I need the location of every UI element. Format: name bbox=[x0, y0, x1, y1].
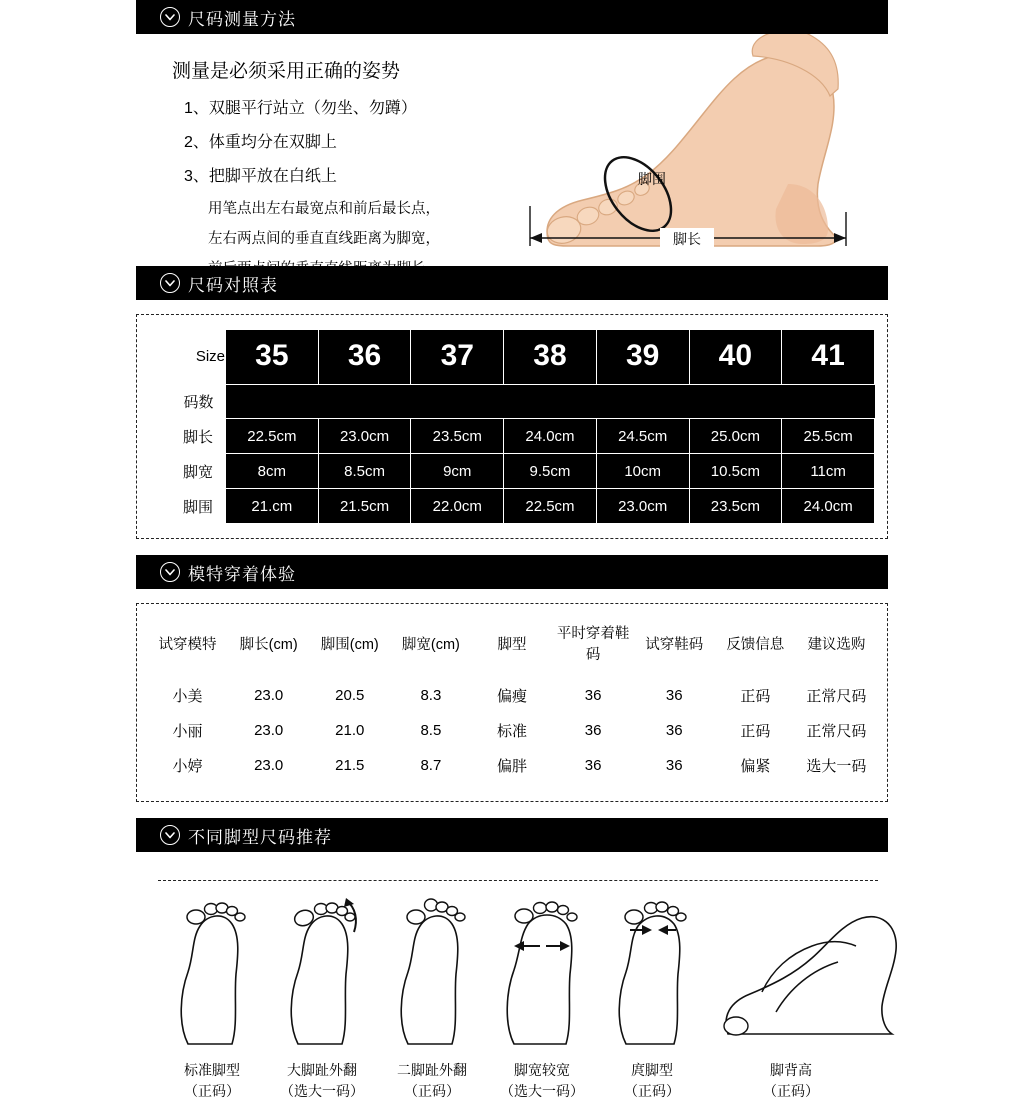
cell: 正常尺码 bbox=[806, 723, 867, 740]
measure-note: 左右两点间的垂直直线距离为脚宽， bbox=[208, 231, 440, 247]
section-header-models bbox=[136, 555, 888, 589]
measure-note: 用笔点出左右最宽点和前后最长点， bbox=[208, 201, 440, 217]
model-experience-table bbox=[147, 618, 877, 783]
section-header-measure bbox=[136, 0, 888, 34]
size-cell: 37 bbox=[411, 330, 504, 385]
foot-length-cell: 23.5cm bbox=[411, 419, 504, 454]
row-label: 脚宽 bbox=[149, 454, 226, 489]
foot-type-item bbox=[606, 884, 698, 1102]
foot-width-cell: 10cm bbox=[596, 454, 689, 489]
foot-width-cell: 8.5cm bbox=[318, 454, 411, 489]
section-header-foot-types bbox=[136, 818, 888, 852]
foot-width-cell: 9cm bbox=[411, 454, 504, 489]
cell: 正常尺码 bbox=[806, 688, 867, 705]
cell: 21.0 bbox=[335, 722, 365, 739]
measure-heading: 测量是必须采用正确的姿势 bbox=[172, 61, 401, 82]
foot-type-advice: （正码） bbox=[763, 1083, 819, 1099]
foot-type-advice: （正码） bbox=[624, 1083, 680, 1099]
column-header: 反馈信息 bbox=[726, 636, 785, 653]
foot-type-item bbox=[386, 884, 478, 1102]
section-title: 尺码对照表 bbox=[188, 275, 278, 295]
chevron-down-icon bbox=[160, 825, 180, 845]
foot-girth-cell: 22.5cm bbox=[504, 489, 597, 524]
length-label: 脚长 bbox=[673, 231, 701, 247]
cell: 偏瘦 bbox=[496, 688, 527, 705]
measure-step: 3、把脚平放在白纸上 bbox=[184, 168, 337, 185]
cell: 36 bbox=[665, 722, 683, 739]
foot-length-cell: 25.5cm bbox=[782, 419, 875, 454]
foot-width-cell: 9.5cm bbox=[504, 454, 597, 489]
foot-girth-cell: 21.cm bbox=[226, 489, 319, 524]
foot-length-cell: 25.0cm bbox=[689, 419, 782, 454]
foot-length-cell: 24.5cm bbox=[596, 419, 689, 454]
big-toe-valgus-foot-icon bbox=[276, 884, 368, 1054]
cell: 36 bbox=[584, 722, 602, 739]
table-row bbox=[149, 454, 875, 489]
foot-girth-cell: 22.0cm bbox=[411, 489, 504, 524]
table-header-row bbox=[147, 618, 877, 678]
cell: 选大一码 bbox=[806, 758, 867, 775]
cell: 正码 bbox=[740, 688, 771, 705]
chevron-down-icon bbox=[160, 7, 180, 27]
cell: 23.0 bbox=[254, 687, 284, 704]
cell: 8.3 bbox=[420, 687, 442, 704]
cell: 36 bbox=[584, 687, 602, 704]
cell: 8.5 bbox=[420, 722, 442, 739]
foot-length-cell: 22.5cm bbox=[226, 419, 319, 454]
size-cell: 39 bbox=[596, 330, 689, 385]
high-instep-foot-icon bbox=[716, 884, 916, 1054]
column-header: 建议选购 bbox=[807, 636, 866, 653]
second-toe-valgus-foot-icon bbox=[386, 884, 478, 1054]
table-row bbox=[149, 385, 875, 419]
table-row bbox=[147, 748, 877, 783]
cell: 23.0 bbox=[254, 722, 284, 739]
foot-length-cell: 23.0cm bbox=[318, 419, 411, 454]
girth-label: 脚围 bbox=[638, 171, 666, 187]
foot-type-item bbox=[276, 884, 368, 1102]
foot-width-cell: 10.5cm bbox=[689, 454, 782, 489]
cell: 标准 bbox=[496, 723, 527, 740]
cell: 8.7 bbox=[420, 757, 442, 774]
size-cell: 41 bbox=[782, 330, 875, 385]
row-label: 脚围 bbox=[149, 489, 226, 524]
cell: 小婷 bbox=[172, 758, 203, 775]
model-experience-container bbox=[136, 603, 888, 802]
measure-text-block bbox=[168, 56, 538, 287]
row-label: 码数 bbox=[149, 385, 226, 419]
table-row bbox=[149, 489, 875, 524]
cell: 23.0 bbox=[254, 757, 284, 774]
size-cell: 36 bbox=[318, 330, 411, 385]
splayed-foot-icon bbox=[606, 884, 698, 1054]
cell: 20.5 bbox=[335, 687, 365, 704]
column-header: 试穿鞋码 bbox=[645, 636, 704, 653]
size-chart-container bbox=[136, 314, 888, 539]
foot-girth-cell: 24.0cm bbox=[782, 489, 875, 524]
cell: 36 bbox=[584, 757, 602, 774]
column-header: 平时穿着鞋码 bbox=[556, 626, 630, 663]
cell: 小丽 bbox=[172, 723, 203, 740]
foot-girth-cell: 23.0cm bbox=[596, 489, 689, 524]
section-title: 模特穿着体验 bbox=[188, 564, 296, 584]
size-cell: 35 bbox=[226, 330, 319, 385]
foot-girth-cell: 23.5cm bbox=[689, 489, 782, 524]
foot-type-name: 庹脚型 bbox=[631, 1062, 673, 1078]
foot-length-cell: 24.0cm bbox=[504, 419, 597, 454]
row-label: Size bbox=[149, 330, 226, 385]
foot-type-name: 脚背高 bbox=[770, 1062, 812, 1078]
foot-type-advice: （选大一码） bbox=[280, 1083, 364, 1099]
column-header: 脚长(cm) bbox=[239, 636, 298, 653]
foot-type-item bbox=[716, 884, 866, 1102]
table-row bbox=[147, 713, 877, 748]
table-row bbox=[149, 419, 875, 454]
foot-type-recommendations bbox=[136, 862, 888, 1112]
standard-foot-icon bbox=[166, 884, 258, 1054]
cell: 偏紧 bbox=[740, 758, 771, 775]
size-cell: 40 bbox=[689, 330, 782, 385]
row-label: 脚长 bbox=[149, 419, 226, 454]
foot-type-advice: （正码） bbox=[184, 1083, 240, 1099]
cell: 21.5 bbox=[335, 757, 365, 774]
size-chart-table bbox=[149, 329, 875, 524]
table-row bbox=[149, 330, 875, 385]
cell: 正码 bbox=[740, 723, 771, 740]
cell: 偏胖 bbox=[496, 758, 527, 775]
foot-type-item bbox=[496, 884, 588, 1102]
foot-width-cell: 11cm bbox=[782, 454, 875, 489]
column-header: 脚型 bbox=[497, 636, 527, 653]
table-row bbox=[147, 678, 877, 713]
size-cell: 38 bbox=[504, 330, 597, 385]
measure-step: 1、双腿平行站立（勿坐、勿蹲） bbox=[184, 100, 417, 117]
section-title: 不同脚型尺码推荐 bbox=[188, 827, 332, 847]
measure-note: 前后两点间的垂直直线距离为脚长。 bbox=[208, 261, 440, 277]
column-header: 脚宽(cm) bbox=[401, 636, 460, 653]
foot-type-advice: （选大一码） bbox=[500, 1083, 584, 1099]
foot-type-name: 二脚趾外翻 bbox=[397, 1062, 467, 1078]
measure-instructions bbox=[136, 34, 888, 277]
column-header: 脚围(cm) bbox=[320, 636, 379, 653]
cell: 小美 bbox=[172, 688, 203, 705]
foot-measurement-diagram bbox=[488, 34, 888, 266]
column-header: 试穿模特 bbox=[158, 636, 217, 653]
chevron-down-icon bbox=[160, 562, 180, 582]
foot-type-advice: （正码） bbox=[404, 1083, 460, 1099]
section-title: 尺码测量方法 bbox=[188, 9, 296, 29]
measure-step: 2、体重均分在双脚上 bbox=[184, 134, 337, 151]
cell: 36 bbox=[665, 757, 683, 774]
divider bbox=[158, 880, 878, 881]
foot-type-name: 脚宽较宽 bbox=[514, 1062, 570, 1078]
foot-type-item bbox=[166, 884, 258, 1102]
foot-type-name: 标准脚型 bbox=[184, 1062, 240, 1078]
cell: 36 bbox=[665, 687, 683, 704]
foot-girth-cell: 21.5cm bbox=[318, 489, 411, 524]
foot-type-name: 大脚趾外翻 bbox=[287, 1062, 357, 1078]
foot-width-cell: 8cm bbox=[226, 454, 319, 489]
wide-foot-icon bbox=[496, 884, 588, 1054]
